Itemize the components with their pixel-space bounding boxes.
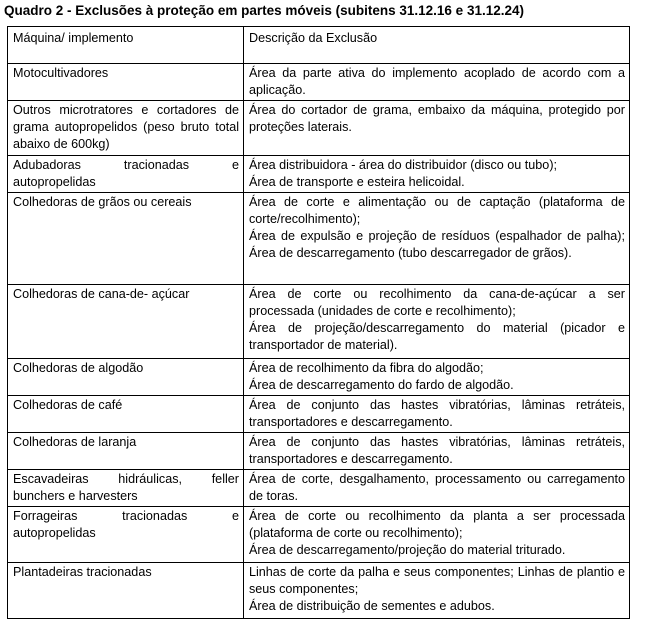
description-line: Área de conjunto das hastes vibratórias, lâminas retráteis, transportadores e descarregamento.	[249, 435, 625, 466]
description-line: Área de corte ou recolhimento da planta a ser processada (plataforma de corte ou recolhimento);	[249, 509, 625, 540]
table-row	[8, 507, 630, 563]
machine-cell: Outros microtratores e cortadores de grama autopropelidos (peso bruto total abaixo de 600kg)	[8, 101, 244, 156]
description-line: Linhas de corte da palha e seus componentes; Linhas de plantio e seus componentes;	[249, 565, 625, 596]
description-cell	[244, 359, 630, 396]
machine-cell: Adubadoras tracionadas e autopropelidas	[8, 156, 244, 193]
description-line: Área de expulsão e projeção de resíduos (espalhador de palha); Área de descarregamento (tubo descarregador de grãos).	[249, 229, 625, 260]
table-row	[8, 101, 630, 156]
table-row	[8, 470, 630, 507]
header-description: Descrição da Exclusão	[244, 27, 630, 64]
description-cell	[244, 193, 630, 285]
description-line: Área de recolhimento da fibra do algodão;	[249, 361, 484, 375]
description-cell	[244, 433, 630, 470]
description-line: Área de projeção/descarregamento do material (picador e transportador de material).	[249, 321, 625, 352]
description-line: Área de descarregamento do fardo de algodão.	[249, 378, 514, 392]
table-row	[8, 563, 630, 619]
machine-cell: Colhedoras de grãos ou cereais	[8, 193, 244, 285]
description-line: Área de distribuição de sementes e adubos.	[249, 599, 495, 613]
table-row	[8, 193, 630, 285]
table-header-row	[8, 27, 630, 64]
description-cell	[244, 64, 630, 101]
description-line: Área de conjunto das hastes vibratórias, lâminas retráteis, transportadores e descarregamento.	[249, 398, 625, 429]
table-row	[8, 396, 630, 433]
description-cell	[244, 470, 630, 507]
description-line: Área da parte ativa do implemento acoplado de acordo com a aplicação.	[249, 66, 625, 97]
description-cell	[244, 396, 630, 433]
machine-cell: Forrageiras tracionadas e autopropelidas	[8, 507, 244, 563]
description-line: Área de transporte e esteira helicoidal.	[249, 175, 465, 189]
table-row	[8, 64, 630, 101]
machine-cell: Escavadeiras hidráulicas, feller bunchers e harvesters	[8, 470, 244, 507]
table-row	[8, 359, 630, 396]
machine-cell: Colhedoras de café	[8, 396, 244, 433]
machine-cell: Colhedoras de cana-de- açúcar	[8, 285, 244, 359]
description-cell	[244, 156, 630, 193]
machine-cell: Motocultivadores	[8, 64, 244, 101]
description-line: Área de corte ou recolhimento da cana-de-açúcar a ser processada (unidades de corte e recolhimento);	[249, 287, 625, 318]
description-line: Área distribuidora - área do distribuidor (disco ou tubo);	[249, 158, 558, 172]
table-row	[8, 433, 630, 470]
header-machine: Máquina/ implemento	[8, 27, 244, 64]
description-line: Área de descarregamento/projeção do material triturado.	[249, 543, 566, 557]
table-row	[8, 285, 630, 359]
description-line: Área de corte e alimentação ou de captação (plataforma de corte/recolhimento);	[249, 195, 625, 226]
machine-cell: Colhedoras de laranja	[8, 433, 244, 470]
description-cell	[244, 507, 630, 563]
description-cell	[244, 285, 630, 359]
page-title: Quadro 2 - Exclusões à proteção em partes móveis (subitens 31.12.16 e 31.12.24)	[4, 3, 524, 18]
description-cell	[244, 101, 630, 156]
machine-cell: Plantadeiras tracionadas	[8, 563, 244, 619]
machine-cell: Colhedoras de algodão	[8, 359, 244, 396]
description-line: Área de corte, desgalhamento, processamento ou carregamento de toras.	[249, 472, 625, 503]
description-cell	[244, 563, 630, 619]
exclusions-table	[7, 26, 630, 619]
table-row	[8, 156, 630, 193]
description-line: Área do cortador de grama, embaixo da máquina, protegido por proteções laterais.	[249, 103, 625, 134]
